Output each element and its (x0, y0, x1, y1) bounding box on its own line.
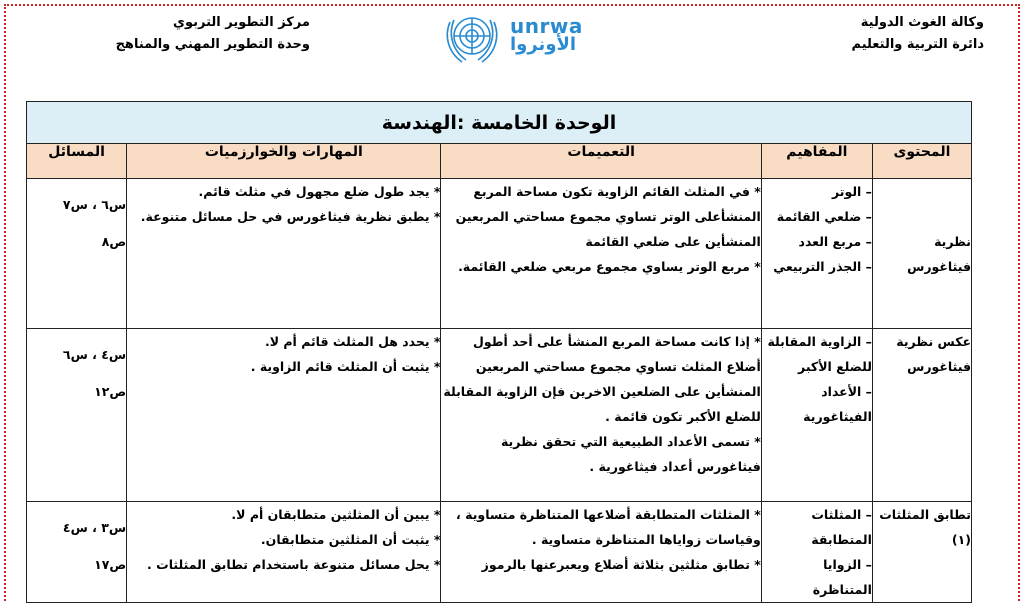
generalization-item: * إذا كانت مساحة المربع المنشأ على أحد أطول أضلاع المثلث تساوي مجموع مساحتي المربعين المنشأين على الضلعين الاخرين فإن الزاوية المقابلة للضلع الأكبر تكون قائمة . (443, 334, 761, 424)
content-cell: نظرية فيثاغورس (872, 179, 971, 329)
concept-item: – الزوايا المتناظرة (812, 557, 872, 597)
header-problems: المسائل (27, 144, 127, 179)
problems-cell (27, 329, 127, 502)
un-emblem-icon (440, 8, 504, 70)
problem-item: س٣ ، س٤ (62, 519, 127, 535)
header-content: المحتوى (872, 144, 971, 179)
concept-item: – المثلثات المتطابقة (811, 507, 872, 547)
unit-name: وحدة التطوير المهني والمناهج (115, 37, 310, 52)
center-name: مركز التطوير التربوي (173, 15, 310, 30)
problems-cell (27, 502, 127, 603)
concept-item: – الزاوية المقابلة للضلع الأكبر (767, 334, 872, 374)
generalization-item: * تطابق مثلثين بثلاثة أضلاع ويعبرعنها بالرموز (481, 557, 761, 572)
concept-item: – الأعداد الفيثاغورية (803, 384, 872, 424)
concept-item: – مربع العدد (798, 234, 872, 249)
problems-cell (27, 179, 127, 329)
skills-cell (127, 329, 441, 502)
generalization-item: * في المثلث القائم الزاوية تكون مساحة المربع المنشأعلى الوتر تساوي مجموع مساحتي المربعين المنشأين على ضلعي القائمة (455, 184, 761, 249)
problem-item: ص١٧ (94, 557, 127, 572)
concepts-cell (761, 502, 872, 603)
concept-item: – الوتر (832, 184, 872, 199)
skills-cell (127, 502, 441, 603)
generalization-item: * تسمى الأعداد الطبيعية التي تحقق نظرية فيثاغورس أعداد فيثاغورية . (500, 434, 761, 474)
skill-item: * يحدد هل المثلث قائم أم لا. (264, 334, 441, 349)
concept-item: – الجذر التربيعي (773, 259, 872, 274)
skills-cell (127, 179, 441, 329)
center-header (50, 12, 310, 56)
skill-item: * يحل مسائل متنوعة باستخدام تطابق المثلثات . (147, 557, 441, 572)
header-generalizations: التعميمات (441, 144, 761, 179)
problem-item: ص٨ (101, 234, 127, 249)
table-header-row (27, 144, 972, 179)
generalization-item: * المثلثات المتطابقة أضلاعها المتناظرة متساوية ، وقياسات زواياها المتناظرة متساوية . (456, 507, 761, 547)
table-row (27, 179, 972, 329)
problem-item: ص١٢ (94, 384, 127, 399)
content-cell: تطابق المثلثات (١) (872, 502, 971, 603)
unit-title: الوحدة الخامسة :الهندسة (27, 102, 972, 144)
problem-item: س٤ ، س٦ (62, 346, 127, 362)
department-name: دائرة التربية والتعليم (851, 37, 984, 52)
concept-item: – ضلعي القائمة (776, 209, 872, 224)
generalizations-cell (441, 329, 761, 502)
header-skills: المهارات والخوارزميات (127, 144, 441, 179)
logo-arabic-text: الأونروا (510, 34, 577, 55)
concepts-cell (761, 179, 872, 329)
generalization-item: * مربع الوتر يساوي مجموع مربعي ضلعي القائمة. (458, 259, 761, 274)
generalizations-cell (441, 179, 761, 329)
table-row (27, 329, 972, 502)
skill-item: * يجد طول ضلع مجهول في مثلث قائم. (198, 184, 441, 199)
header-concepts: المفاهيم (761, 144, 872, 179)
skill-item: * يطبق نظرية فيثاغورس في حل مسائل متنوعة. (140, 209, 441, 224)
skill-item: * يبين أن المثلثين متطابقان أم لا. (231, 507, 441, 522)
table-row (27, 502, 972, 603)
agency-name: وكالة الغوث الدولية (860, 15, 984, 30)
skill-item: * يثبت أن المثلثين متطابقان. (260, 532, 441, 547)
problem-item: س٦ ، س٧ (62, 196, 127, 212)
agency-header (764, 12, 984, 56)
unrwa-logo (440, 8, 600, 70)
logo-latin-text: unrwa (510, 14, 583, 38)
generalizations-cell (441, 502, 761, 603)
curriculum-table (26, 101, 972, 603)
content-cell: عكس نظرية فيثاغورس (872, 329, 971, 502)
skill-item: * يثبت أن المثلث قائم الزاوية . (250, 359, 441, 374)
concepts-cell (761, 329, 872, 502)
